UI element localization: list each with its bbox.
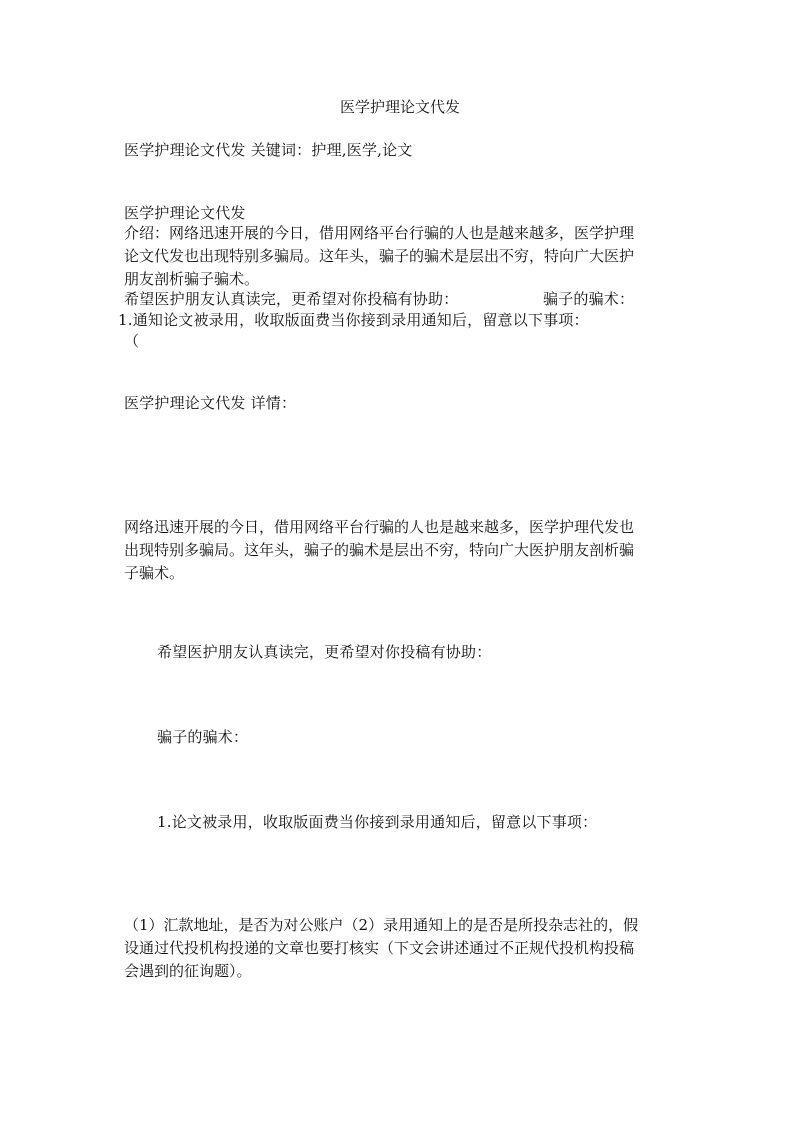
intro-paragraph	[124, 222, 634, 291]
keywords-line: 医学护理论文代发 关键词：护理,医学,论文	[124, 141, 413, 159]
intro-heading: 医学护理论文代发	[124, 204, 246, 222]
intro-line: 介绍：网络迅速开展的今日，借用网络平台行骗的人也是越来越多，医学护理	[124, 224, 635, 242]
intro-line: 朋友剖析骗子骗术。	[124, 270, 260, 288]
body-line: 网络迅速开展的今日，借用网络平台行骗的人也是越来越多，医学护理代发也	[124, 518, 635, 536]
intro-line: 论文代发也出现特别多骗局。这年头，骗子的骗术是层出不穷，特向广大医护	[124, 247, 635, 265]
intro-trick-label: 骗子的骗术：	[543, 290, 635, 308]
intro-open-paren: （	[124, 332, 140, 350]
intro-hope-line: 希望医护朋友认真读完，更希望对你投稿有协助：	[124, 290, 459, 308]
body-line: 出现特别多骗局。这年头，骗子的骗术是层出不穷，特向广大医护朋友剖析骗	[124, 541, 635, 559]
final-line: （1）汇款地址，是否为对公账户（2）录用通知上的是否是所投杂志社的，假	[124, 916, 639, 934]
body-paragraph	[124, 516, 634, 585]
final-paragraph	[124, 914, 638, 983]
final-line: 会遇到的征询题）。	[124, 962, 252, 980]
details-heading: 医学护理论文代发 详情：	[124, 394, 297, 412]
hope-line: 希望医护朋友认真读完，更希望对你投稿有协助：	[157, 643, 492, 661]
notice-line: 1.论文被录用，收取版面费当你接到录用通知后，留意以下事项：	[157, 813, 598, 831]
body-line: 子骗术。	[124, 564, 185, 582]
final-line: 设通过代投机构投递的文章也要打核实（下文会讲述通过不正规代投机构投稿	[124, 939, 635, 957]
intro-notice-line: 1.通知论文被录用，收取版面费当你接到录用通知后，留意以下事项：	[118, 311, 589, 329]
trick-line: 骗子的骗术：	[157, 728, 249, 746]
document-title: 医学护理论文代发	[339, 98, 460, 116]
